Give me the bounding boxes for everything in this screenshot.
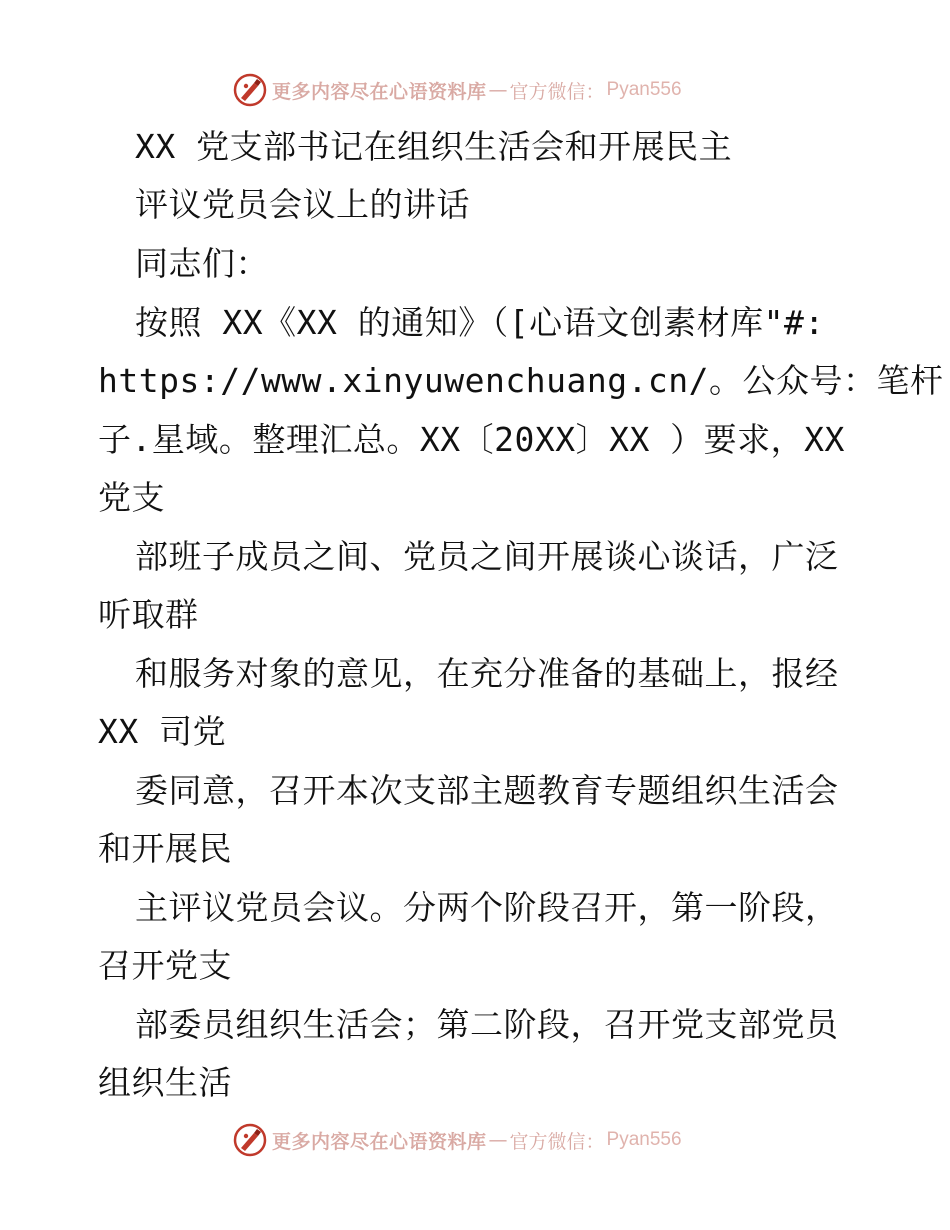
paragraph-line: 党支 [98,478,165,517]
pen-logo-icon [232,72,268,108]
paragraph-line: 主评议党员会议。分两个阶段召开，第一阶段， [135,888,839,927]
pen-logo-icon [232,1122,268,1158]
banner-wechat-id: Pyan556 [606,1129,682,1150]
banner-wechat-label: 官方微信： [509,80,605,103]
paragraph-line: 子.星域。整理汇总。XX〔20XX〕XX ）要求，XX [98,420,845,459]
banner-wechat-label: 官方微信： [509,1130,605,1153]
header-banner [232,72,712,108]
banner-separator: — [488,79,508,101]
paragraph-line: 部委员组织生活会；第二阶段，召开党支部党员 [135,1005,839,1044]
paragraph-line: 和服务对象的意见，在充分准备的基础上，报经 [135,654,839,693]
paragraph-line: https://www.xinyuwenchuang.cn/。公众号：笔杆 [98,361,944,400]
banner-text: 更多内容尽在心语资料库 [272,80,487,103]
paragraph-line: 按照 XX《XX 的通知》（[心语文创素材库"#: [135,303,825,342]
banner-separator: — [488,1129,508,1151]
banner-text: 更多内容尽在心语资料库 [272,1130,487,1153]
paragraph-line: 组织生活 [98,1063,232,1102]
footer-banner [232,1122,712,1158]
paragraph-line: 部班子成员之间、党员之间开展谈心谈话，广泛 [135,537,839,576]
paragraph-line: 和开展民 [98,829,232,868]
paragraph-line: XX 司党 [98,712,227,751]
banner-wechat-id: Pyan556 [606,79,682,100]
paragraph-line: 召开党支 [98,946,232,985]
title-line-1: XX 党支部书记在组织生活会和开展民主 [135,127,733,166]
paragraph-line: 委同意，召开本次支部主题教育专题组织生活会 [135,771,839,810]
title-line-2: 评议党员会议上的讲话 [135,185,470,224]
salutation: 同志们： [135,244,269,283]
paragraph-line: 听取群 [98,595,199,634]
